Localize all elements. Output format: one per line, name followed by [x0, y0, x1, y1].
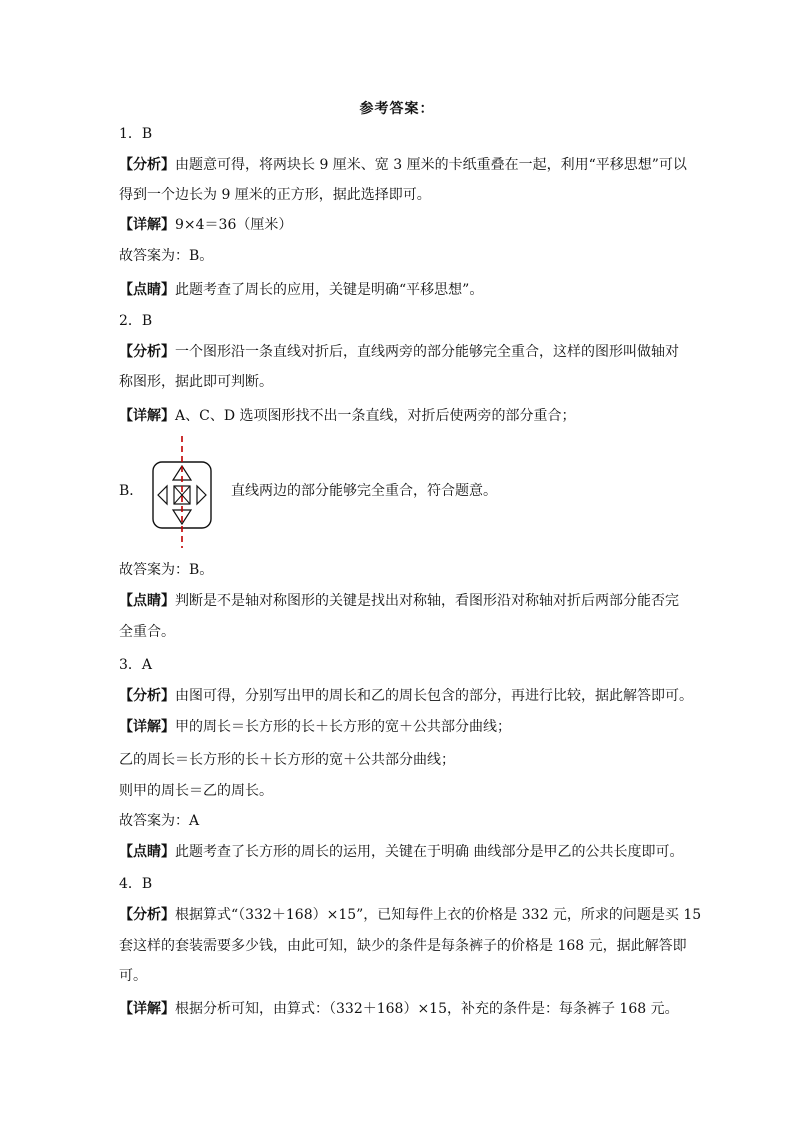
line-text: 根据分析可知，由算式：（332＋168）×15，补充的条件是：每条裤子 168 元。 [175, 1001, 679, 1017]
line-text: 一个图形沿一条直线对折后，直线两旁的部分能够完全重合，这样的图形叫做轴对 [175, 344, 679, 360]
line-text: 甲的周长＝长方形的长＋长方形的宽＋公共部分曲线； [175, 719, 511, 735]
line-text: 4．B [119, 876, 153, 892]
line-text: 由图可得，分别写出甲的周长和乙的周长包含的部分，再进行比较，据此解答即可。 [175, 688, 693, 704]
line-text: 由题意可得，将两块长 9 厘米、宽 3 厘米的卡纸重叠在一起，利用“平移思想”可以 [175, 157, 687, 173]
q2-analysis-line [119, 372, 689, 392]
q4-analysis-line [119, 905, 702, 925]
option-b-figure-row [119, 436, 689, 548]
line-text: 得到一个边长为 9 厘米的正方形，据此选择即可。 [119, 187, 431, 203]
analysis-tag: 【分析】 [119, 688, 175, 704]
page-title: 参考答案： [359, 101, 435, 117]
q3-detail-line [119, 781, 689, 801]
q2-number [119, 311, 689, 331]
line-text: 乙的周长＝长方形的长＋长方形的宽＋公共部分曲线； [119, 752, 455, 768]
line-text: 1．B [119, 126, 153, 142]
q3-number [119, 655, 689, 675]
q1-answer-line [119, 246, 689, 266]
line-text: 2．B [119, 313, 153, 329]
q2-answer-line [119, 560, 689, 580]
q3-comment-line [119, 842, 689, 862]
q3-analysis-line [119, 686, 693, 706]
q3-detail-line [119, 717, 689, 737]
q3-answer-line [119, 811, 689, 831]
line-text: 则甲的周长＝乙的周长。 [119, 783, 273, 799]
line-text: 3．A [119, 657, 153, 673]
line-text: 可。 [119, 968, 147, 984]
line-text: 此题考查了长方形的周长的运用，关键在于明确 曲线部分是甲乙的公共长度即可。 [175, 844, 684, 860]
detail-tag: 【详解】 [119, 1001, 175, 1017]
analysis-tag: 【分析】 [119, 344, 175, 360]
line-text: 故答案为：B。 [119, 562, 214, 578]
detail-tag: 【详解】 [119, 217, 175, 233]
option-b-label: B． [119, 483, 144, 499]
detail-tag: 【详解】 [119, 408, 175, 424]
q1-analysis-line [119, 185, 689, 205]
q3-detail-line [119, 750, 689, 770]
q4-analysis-line [119, 966, 689, 986]
q2-analysis-line [119, 342, 689, 362]
line-text: 称图形，据此即可判断。 [119, 374, 273, 390]
analysis-tag: 【分析】 [119, 907, 175, 923]
detail-tag: 【详解】 [119, 719, 175, 735]
q1-comment-line [119, 280, 689, 300]
line-text: 全重合。 [119, 624, 175, 640]
comment-tag: 【点睛】 [119, 593, 175, 609]
line-text: 此题考查了周长的应用，关键是明确“平移思想”。 [175, 282, 484, 298]
line-text: 判断是不是轴对称图形的关键是找出对称轴，看图形沿对称轴对折后两部分能否完 [175, 593, 679, 609]
line-text: 9×4＝36（厘米） [175, 217, 293, 233]
q4-number [119, 874, 689, 894]
q2-comment-line [119, 622, 689, 642]
line-text: 故答案为：A [119, 813, 200, 829]
line-text: 根据算式“（332＋168）×15”，已知每件上衣的价格是 332 元，所求的问题是买 15 [175, 907, 702, 923]
line-text: A、C、D 选项图形找不出一条直线，对折后使两旁的部分重合； [175, 408, 576, 424]
q4-detail-line [119, 999, 689, 1019]
line-text: 套这样的套装需要多少钱，由此可知，缺少的条件是每条裤子的价格是 168 元，据此解答即 [119, 938, 687, 954]
comment-tag: 【点睛】 [119, 844, 175, 860]
q2-comment-line [119, 591, 689, 611]
q1-analysis-line [119, 155, 689, 175]
comment-tag: 【点睛】 [119, 282, 175, 298]
symmetric-figure-icon [147, 436, 217, 548]
option-b-caption: 直线两边的部分能够完全重合，符合题意。 [231, 483, 497, 499]
q1-number [119, 124, 689, 144]
analysis-tag: 【分析】 [119, 157, 175, 173]
q1-detail-line [119, 215, 689, 235]
q4-analysis-line [119, 936, 689, 956]
q2-detail-line [119, 406, 689, 426]
line-text: 故答案为：B。 [119, 248, 214, 264]
